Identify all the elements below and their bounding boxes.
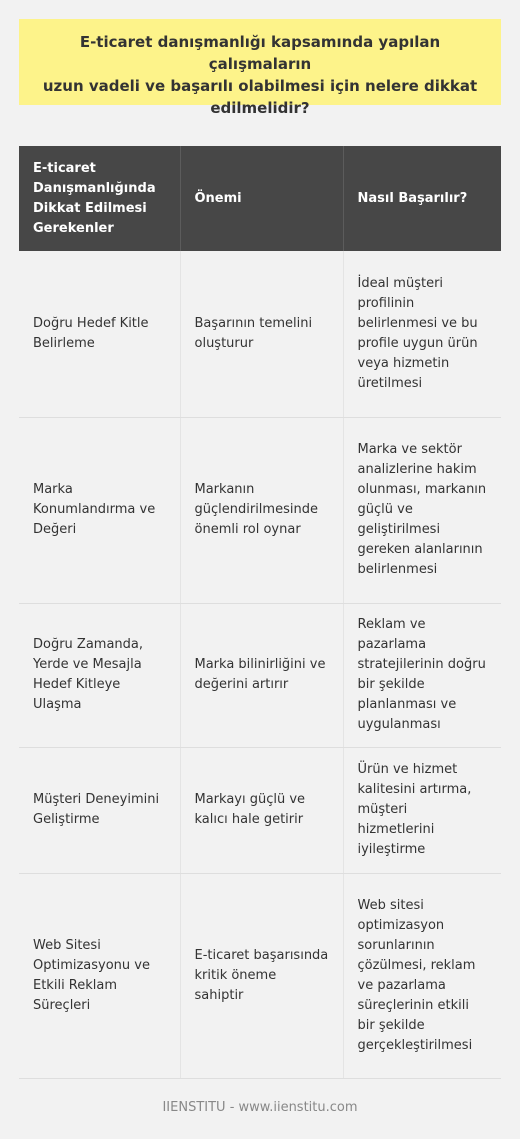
- table-header-row: [19, 146, 501, 251]
- cell-item: Doğru Hedef Kitle Belirleme: [19, 251, 180, 417]
- question-banner: [19, 19, 501, 117]
- cell-importance: Markayı güçlü ve kalıcı hale getirir: [180, 747, 343, 873]
- footer-credit: IIENSTITU - www.iienstitu.com: [162, 1100, 358, 1115]
- table-row: [19, 873, 501, 1078]
- header-importance: Önemi: [180, 146, 343, 251]
- cell-importance: E-ticaret başarısında kritik öneme sahiptir: [180, 873, 343, 1078]
- cell-importance: Marka bilinirliğini ve değerini artırır: [180, 603, 343, 747]
- banner-line-2: uzun vadeli ve başarılı olabilmesi için nelere dikkat: [42, 77, 478, 95]
- cell-how: Web sitesi optimizasyon sorunlarının çözülmesi, reklam ve pazarlama süreçlerinin etkili bir şekilde gerçekleştirilmesi: [343, 873, 501, 1078]
- table-row: [19, 603, 501, 747]
- cell-how: İdeal müşteri profilinin belirlenmesi ve bu profile uygun ürün veya hizmetin üretilmesi: [343, 251, 501, 417]
- header-item: E-ticaret Danışmanlığında Dikkat Edilmesi Gerekenler: [19, 146, 180, 251]
- table-row: [19, 747, 501, 873]
- table-row: [19, 417, 501, 603]
- cell-item: Marka Konumlandırma ve Değeri: [19, 417, 180, 603]
- info-table: [19, 146, 501, 1079]
- cell-item: Müşteri Deneyimini Geliştirme: [19, 747, 180, 873]
- cell-importance: Markanın güçlendirilmesinde önemli rol oynar: [180, 417, 343, 603]
- cell-how: Reklam ve pazarlama stratejilerinin doğru bir şekilde planlanması ve uygulanması: [343, 603, 501, 747]
- banner-line-3: edilmelidir?: [210, 99, 310, 117]
- header-how: Nasıl Başarılır?: [343, 146, 501, 251]
- banner-line-1: E-ticaret danışmanlığı kapsamında yapılan çalışmaların: [79, 33, 441, 73]
- cell-how: Marka ve sektör analizlerine hakim olunması, markanın güçlü ve geliştirilmesi gereken alanlarının belirlenmesi: [343, 417, 501, 603]
- table-row: [19, 251, 501, 417]
- cell-how: Ürün ve hizmet kalitesini artırma, müşteri hizmetlerini iyileştirme: [343, 747, 501, 873]
- cell-importance: Başarının temelini oluşturur: [180, 251, 343, 417]
- cell-item: Doğru Zamanda, Yerde ve Mesajla Hedef Kitleye Ulaşma: [19, 603, 180, 747]
- cell-item: Web Sitesi Optimizasyonu ve Etkili Reklam Süreçleri: [19, 873, 180, 1078]
